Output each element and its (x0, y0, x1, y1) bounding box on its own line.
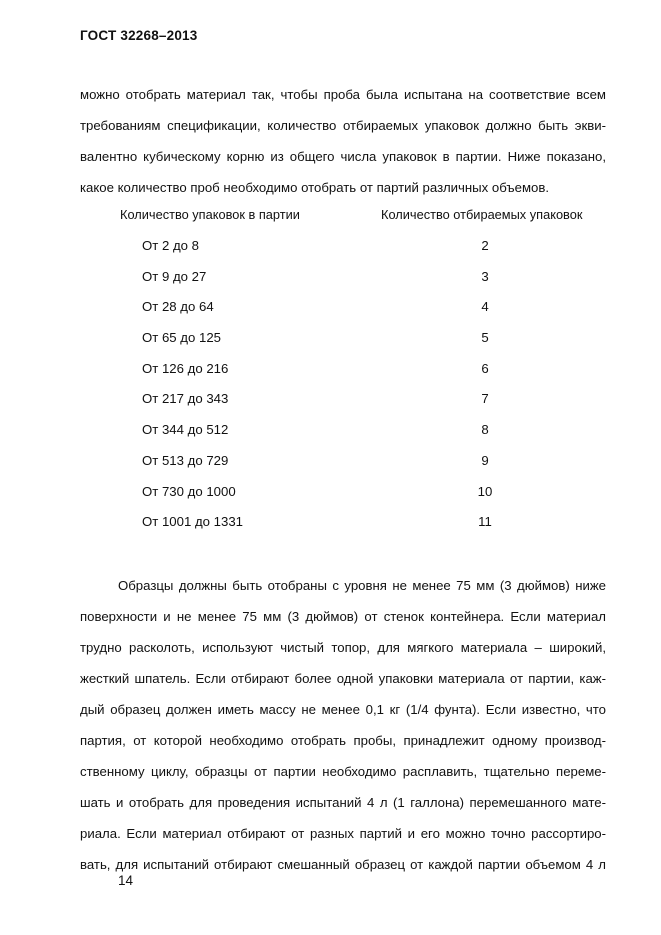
text-line: какое количество проб необходимо отобрать от партий различных объемов. (80, 180, 550, 195)
lot-range-cell: От 217 до 343 (142, 391, 229, 407)
sampling-table (0, 231, 661, 538)
table-row (0, 507, 661, 538)
table-header-packages-to-sample: Количество отбираемых упаковок (381, 207, 583, 222)
table-row (0, 231, 661, 262)
sample-count-cell: 3 (481, 268, 489, 284)
sample-count-cell: 7 (481, 391, 489, 407)
sample-count-cell: 2 (481, 238, 489, 253)
sample-count-cell: 11 (478, 514, 492, 530)
sample-count-cell: 10 (477, 483, 493, 499)
sample-count-cell: 6 (481, 360, 489, 376)
lot-range-cell: От 1001 до 1331 (142, 514, 243, 530)
page-number: 14 (118, 873, 134, 888)
table-row (0, 384, 661, 415)
table-row (0, 477, 661, 508)
lot-range-cell: От 513 до 729 (142, 452, 229, 468)
table-row (0, 292, 661, 323)
document-header: ГОСТ 32268–2013 (80, 28, 198, 43)
text-line: ственному циклу, образцы от партии необходимо расплавить, тщательно переме- (80, 764, 606, 779)
lot-range-cell: От 28 до 64 (142, 299, 214, 315)
text-line: Образцы должны быть отобраны с уровня не менее 75 мм (3 дюймов) ниже (118, 578, 606, 593)
lot-range-cell: От 9 до 27 (142, 268, 207, 284)
sample-count-cell: 4 (481, 299, 489, 315)
paragraph-intro (80, 79, 606, 203)
sample-count-cell: 8 (481, 422, 489, 438)
lot-range-cell: От 2 до 8 (142, 238, 199, 253)
text-line: требованиям спецификации, количество отбираемых упаковок должно быть экви- (80, 118, 606, 133)
text-line: партия, от которой необходимо отобрать пробы, принадлежит одному производ- (80, 733, 606, 748)
table-row (0, 323, 661, 354)
lot-range-cell: От 65 до 125 (142, 330, 221, 346)
lot-range-cell: От 730 до 1000 (142, 483, 236, 499)
table-row (0, 415, 661, 446)
text-line: шать и отобрать для проведения испытаний 4 л (1 галлона) перемешанного мате- (80, 795, 606, 810)
text-line: риала. Если материал отбирают от разных партий и его можно точно рассортиро- (80, 826, 606, 841)
lot-range-cell: От 344 до 512 (142, 422, 229, 438)
paragraph-sampling-procedure (80, 570, 606, 880)
text-line: трудно расколоть, используют чистый топор, для мягкого материала – широкий, (80, 640, 606, 655)
text-line: поверхности и не менее 75 мм (3 дюймов) от стенок контейнера. Если материал (80, 609, 606, 624)
text-line: можно отобрать материал так, чтобы проба была испытана на соответствие всем (80, 87, 606, 102)
table-row (0, 354, 661, 385)
table-row (0, 262, 661, 293)
lot-range-cell: От 126 до 216 (142, 360, 229, 376)
sample-count-cell: 9 (481, 452, 489, 468)
text-line: дый образец должен иметь массу не менее 0,1 кг (1/4 фунта). Если известно, что (80, 702, 606, 717)
table-header-packages-in-lot: Количество упаковок в партии (120, 207, 300, 222)
table-row (0, 446, 661, 477)
text-line: жесткий шпатель. Если отбирают более одной упаковки материала от партии, каж- (80, 671, 606, 686)
text-line: валентно кубическому корню из общего числа упаковок в партии. Ниже показано, (80, 149, 606, 164)
text-line: вать, для испытаний отбирают смешанный образец от каждой партии объемом 4 л (80, 857, 606, 872)
sample-count-cell: 5 (481, 330, 489, 346)
